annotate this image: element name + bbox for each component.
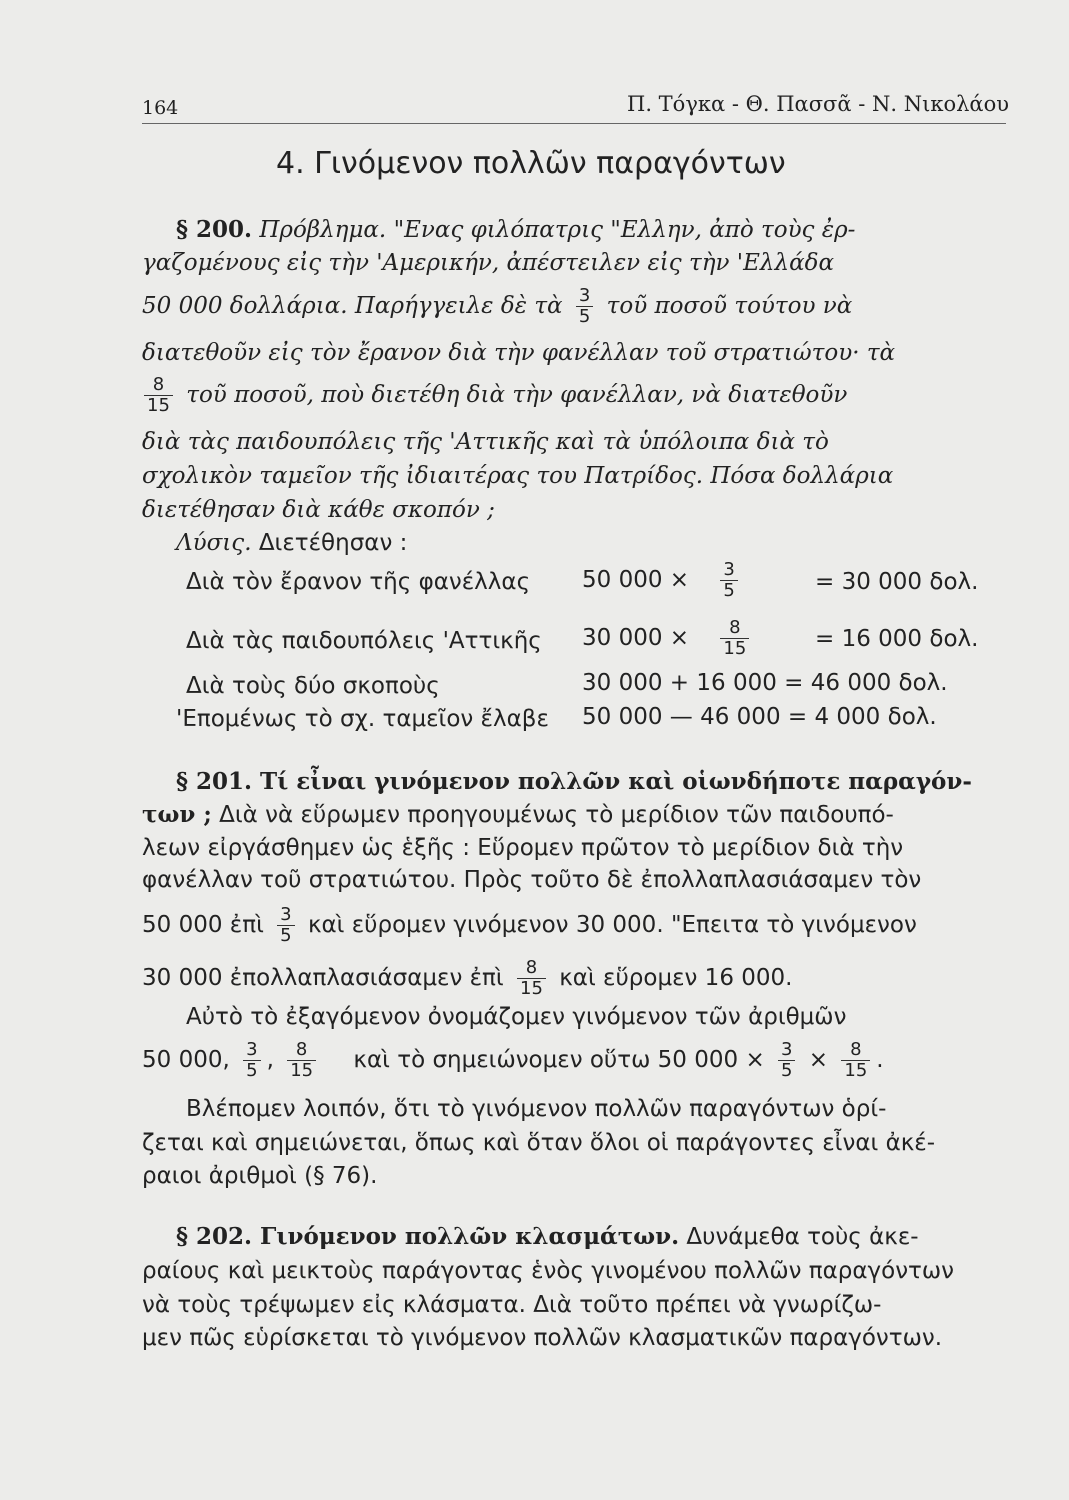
header-rule <box>142 123 1006 124</box>
s201-line-7: Αὐτὸ τὸ ἐξαγόμενον ὀνομάζομεν γινόμενον τῶν ἀριθμῶν <box>186 1004 847 1030</box>
solution-row-calc <box>582 618 755 659</box>
s201-line-5 <box>142 905 917 946</box>
body-text: καὶ εὕρομεν γινόμενον 30 000. "Επειτα τὸ γινόμενον <box>307 912 917 938</box>
fraction-8-15 <box>841 1040 870 1081</box>
numerator: 3 <box>277 905 294 926</box>
s201-line-2 <box>142 801 894 828</box>
s201-line-4: φανέλλαν τοῦ στρατιώτου. Πρὸς τοῦτο δὲ ἐπολλαπλασιάσαμεν τὸν <box>142 867 922 893</box>
solution-row-result: = 16 000 δολ. <box>815 626 979 652</box>
heading-tail: των ; <box>142 801 212 828</box>
s201-line-9: Βλέπομεν λοιπόν, ὅτι τὸ γινόμενον πολλῶν παραγόντων ὁρί- <box>186 1096 887 1122</box>
period: . <box>876 1047 884 1073</box>
section-201-heading: § 201. Τί εἶναι γινόμενον πολλῶν καὶ οἱωνδήποτε παραγόν- <box>176 768 972 795</box>
running-header: Π. Τόγκα - Θ. Πασσᾶ - Ν. Νικολάου <box>627 92 1009 116</box>
solution-label: Λύσις. <box>176 530 252 556</box>
section-202-heading: § 202. Γινόμενον πολλῶν κλασμάτων. <box>176 1223 680 1250</box>
fraction-3-5 <box>720 560 737 601</box>
problem-line-5 <box>138 375 847 416</box>
numerator: 8 <box>517 958 546 979</box>
problem-line-2: γαζομένους εἰς τὴν 'Αμερικήν, ἀπέστειλεν εἰς τὴν 'Ελλάδα <box>142 250 834 276</box>
solution-row-label: Διὰ τοὺς δύο σκοποὺς <box>186 673 440 699</box>
s201-line-6 <box>142 958 792 999</box>
problem-paragraph-line-1 <box>176 216 855 243</box>
fraction-3-5 <box>277 905 294 946</box>
numerator: 8 <box>720 618 749 639</box>
solution-row-calc: 50 000 — 46 000 = 4 000 δολ. <box>582 704 937 730</box>
calc-text: 30 000 × <box>582 625 690 651</box>
numerator: 3 <box>243 1040 260 1061</box>
body-text: καὶ τὸ σημειώνομεν οὕτω 50 000 × <box>353 1047 765 1073</box>
calc-text: 50 000 × <box>582 567 690 593</box>
section-title: 4. Γινόμενον πολλῶν παραγόντων <box>276 146 786 181</box>
denominator: 5 <box>280 925 292 946</box>
denominator: 5 <box>781 1060 793 1081</box>
body-text: Δυνάμεθα τοὺς ἀκε- <box>686 1224 919 1250</box>
body-text: καὶ εὕρομεν 16 000. <box>559 965 793 991</box>
problem-text: 50 000 δολλάρια. Παρήγγειλε δὲ τὰ <box>142 293 563 319</box>
denominator: 5 <box>723 580 735 601</box>
fraction-8-15 <box>517 958 546 999</box>
solution-row-label: Διὰ τὰς παιδουπόλεις 'Αττικῆς <box>186 628 542 654</box>
problem-line-6: διὰ τὰς παιδουπόλεις τῆς 'Αττικῆς καὶ τὰ ὑπόλοιπα διὰ τὸ <box>142 429 829 455</box>
s202-line-3: νὰ τοὺς τρέψωμεν εἰς κλάσματα. Διὰ τοῦτο πρέπει νὰ γνωρίζω- <box>142 1292 882 1318</box>
times-sign: × <box>808 1047 829 1073</box>
fraction-3-5 <box>778 1040 795 1081</box>
page-number: 164 <box>142 97 179 119</box>
solution-row-label: Διὰ τὸν ἔρανον τῆς φανέλλας <box>186 569 531 595</box>
solution-label-line <box>176 530 407 556</box>
problem-line-4: διατεθοῦν εἰς τὸν ἔρανον διὰ τὴν φανέλλαν τοῦ στρατιώτου· τὰ <box>142 340 896 366</box>
fraction-3-5 <box>576 286 593 327</box>
s201-line-11: ραιοι ἀριθμοὶ (§ 76). <box>142 1163 378 1189</box>
problem-line-3 <box>142 286 852 327</box>
denominator: 15 <box>844 1060 868 1081</box>
solution-row-calc <box>582 560 744 601</box>
solution-row-label: 'Επομένως τὸ σχ. ταμεῖον ἔλαβε <box>176 706 549 732</box>
body-text: 30 000 ἐπολλαπλασιάσαμεν ἐπὶ <box>142 965 504 991</box>
s202-line-2: ραίους καὶ μεικτοὺς παράγοντας ἑνὸς γινομένου πολλῶν παραγόντων <box>142 1258 954 1284</box>
s201-line-3: λεων εἰργάσθημεν ὡς ἑξῆς : Εὕρομεν πρῶτον τὸ μερίδιον διὰ τὴν <box>142 835 904 861</box>
denominator: 15 <box>147 395 170 416</box>
problem-text: τοῦ ποσοῦ, ποὺ διετέθη διὰ τὴν φανέλλαν, νὰ διατεθοῦν <box>186 382 848 408</box>
fraction-8-15 <box>720 618 749 659</box>
s201-line-10: ζεται καὶ σημειώνεται, ὅπως καὶ ὅταν ὅλοι οἱ παράγοντες εἶναι ἀκέ- <box>142 1130 936 1156</box>
problem-line-8: διετέθησαν διὰ κάθε σκοπόν ; <box>142 497 495 523</box>
problem-text: "Ενας φιλόπατρις "Ελλην, ἀπὸ τοὺς ἐρ- <box>393 217 856 243</box>
denominator: 5 <box>578 306 591 327</box>
solution-text: Διετέθησαν : <box>258 530 408 556</box>
denominator: 5 <box>246 1060 258 1081</box>
problem-label: Πρόβλημα. <box>259 217 387 243</box>
section-number: § 200. <box>176 216 253 243</box>
comma: , <box>266 1047 274 1073</box>
numerator: 8 <box>144 375 173 396</box>
body-text: 50 000 ἐπὶ <box>142 912 264 938</box>
fraction-8-15 <box>287 1040 316 1081</box>
numerator: 3 <box>576 286 593 307</box>
body-text: 50 000, <box>142 1047 230 1073</box>
numerator: 3 <box>778 1040 795 1061</box>
s201-line-8 <box>142 1040 884 1081</box>
fraction-3-5 <box>243 1040 260 1081</box>
s202-line-1 <box>176 1223 919 1250</box>
denominator: 15 <box>723 638 747 659</box>
s202-line-4: μεν πῶς εὑρίσκεται τὸ γινόμενον πολλῶν κλασματικῶν παραγόντων. <box>142 1325 943 1351</box>
numerator: 3 <box>720 560 737 581</box>
fraction-8-15 <box>144 375 173 416</box>
denominator: 15 <box>290 1060 314 1081</box>
solution-row-calc: 30 000 + 16 000 = 46 000 δολ. <box>582 670 948 696</box>
problem-text: τοῦ ποσοῦ τούτου νὰ <box>606 293 853 319</box>
numerator: 8 <box>841 1040 870 1061</box>
solution-row-result: = 30 000 δολ. <box>815 569 979 595</box>
body-text: Διὰ νὰ εὕρωμεν προηγουμένως τὸ μερίδιον τῶν παιδουπό- <box>219 802 894 828</box>
numerator: 8 <box>287 1040 316 1061</box>
denominator: 15 <box>520 978 543 999</box>
problem-line-7: σχολικὸν ταμεῖον τῆς ἰδιαιτέρας του Πατρίδος. Πόσα δολλάρια <box>142 463 894 489</box>
